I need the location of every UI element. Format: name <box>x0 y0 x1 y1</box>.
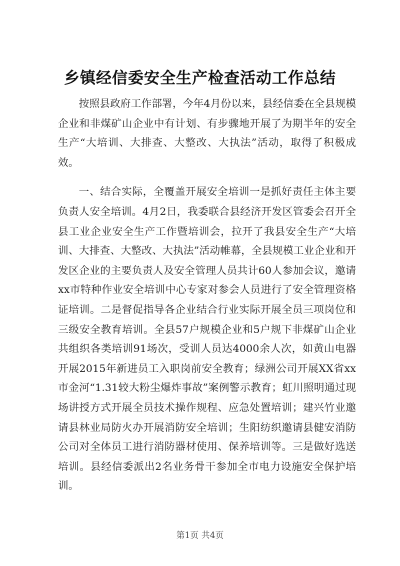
document-body <box>58 95 356 497</box>
document-title: 乡镇经信委安全生产检查活动工作总结 <box>63 68 336 87</box>
paragraph-section-one: 一、结合实际，全覆盖开展安全培训一是抓好责任主体主要负责人安全培训。4月2日，我委联合县经济开发区管委会召开全县工业企业安全生产工作暨培训会，拉开了我县安全生产“大培训、大排查、大整改、大执法”活动帷幕，全县规模工业企业和开发区企业的主要负责人及安全管理人员共计60人参加会议，邀请xx市特种作业安全培训中心专家对参会人员进行了安全管理资格证培训。二是督促指导各企业结合行业实际开展全员三项岗位和三级安全教育培训。全县57户规模企业和5户规下非煤矿山企业共组织各类培训91场次，受训人员达4000余人次，如黄山电器开展2015年新进员工入职岗前安全教育；绿洲公司开展XX省xx市金河“1.31较大粉尘爆炸事故”案例警示教育；虹川照明通过现场讲授方式开展全员技术操作规程、应急处置培训；建兴竹业邀请县林业局防火办开展消防安全培训；生阳纺织邀请县健安消防公司对全体员工进行消防器材使用、保养培训等。三是做好选送培训。县经信委派出2名业务骨干参加全市电力设施安全保护培训。 <box>58 186 356 493</box>
page-footer: 第1页 共4页 <box>176 531 224 541</box>
paragraph-intro: 按照县政府工作部署，今年4月份以来，县经信委在全县规模企业和非煤矿山企业中有计划、有步骤地开展了为期半年的安全生产“大培训、大排查、大整改、大执法”活动，取得了积极成效。 <box>58 98 356 169</box>
